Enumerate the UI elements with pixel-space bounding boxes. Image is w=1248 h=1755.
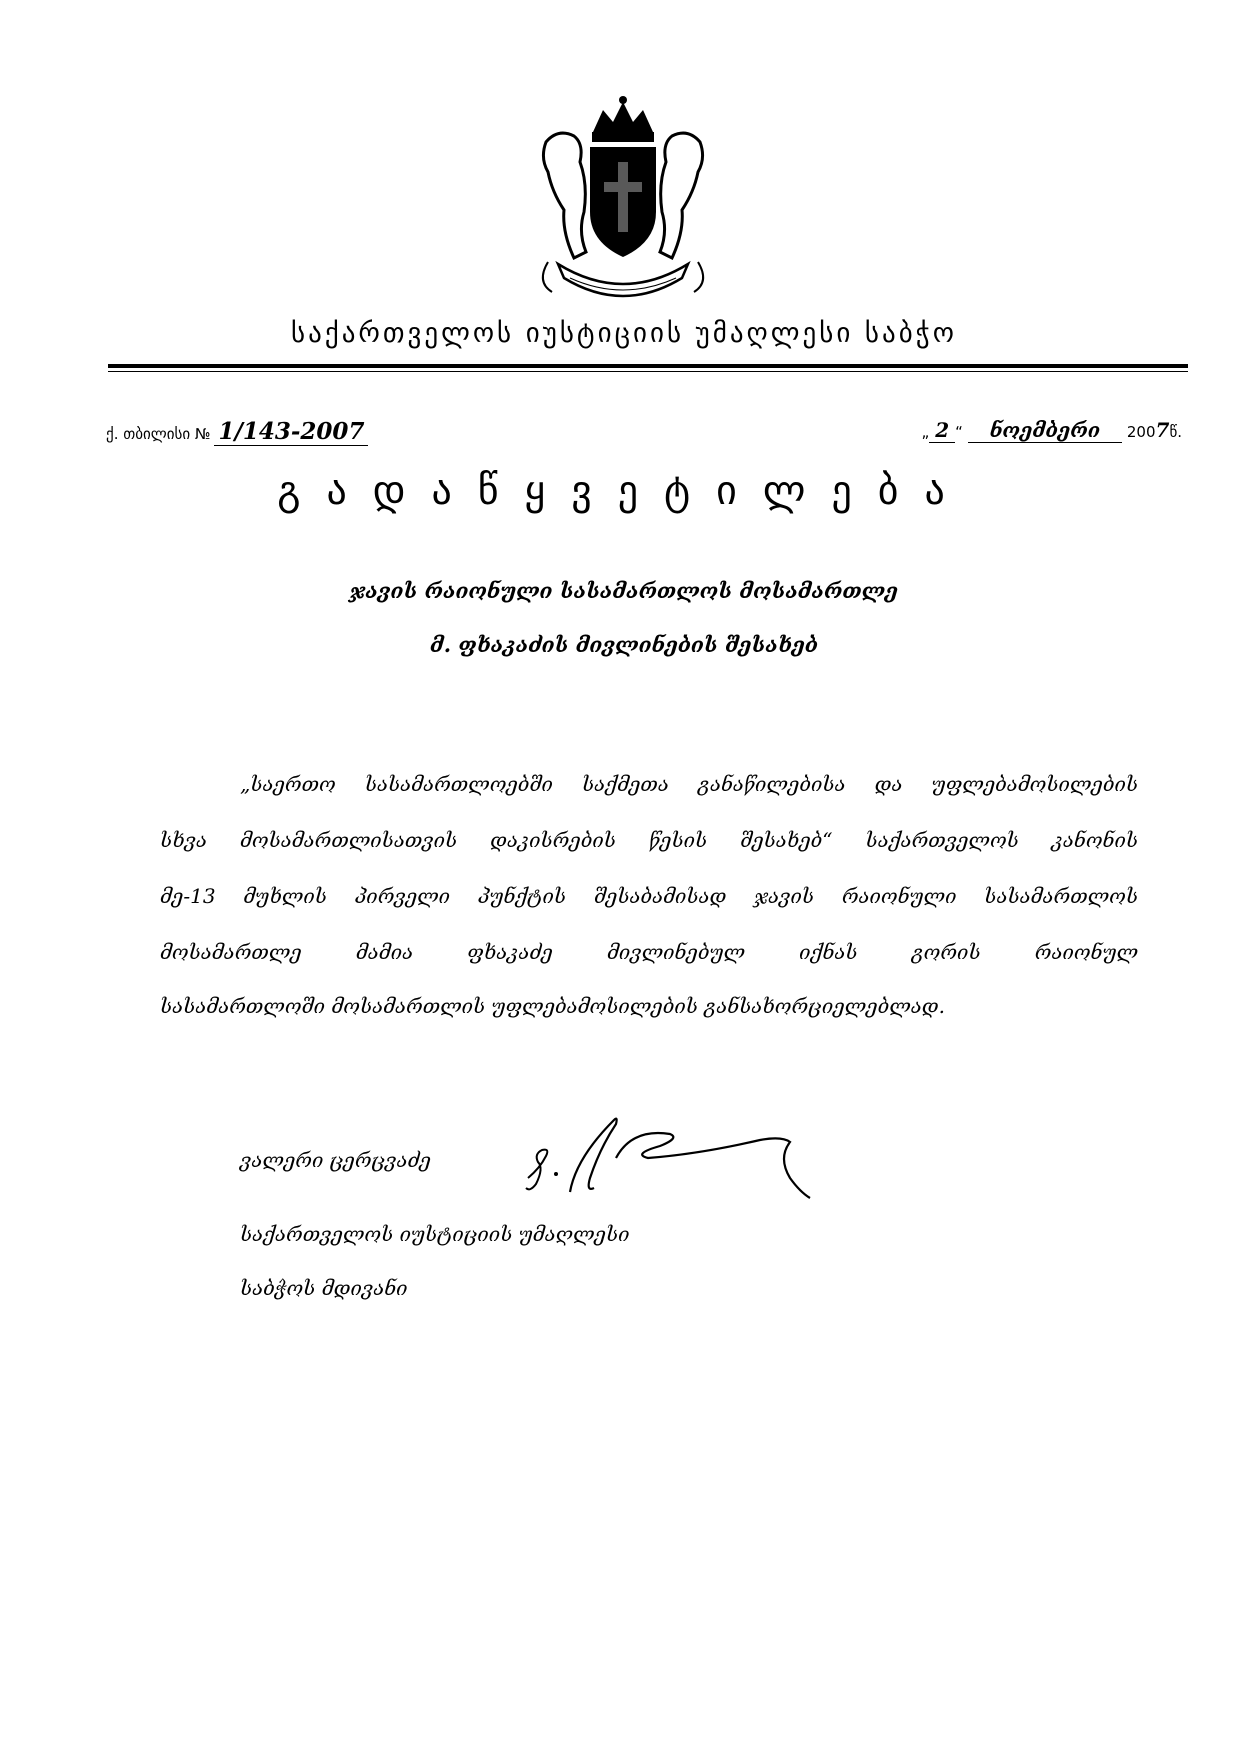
- body-line-5: სასამართლოში მოსამართლის უფლებამოსილების განსახორციელებლად.: [160, 994, 945, 1018]
- header-rule-thin: [108, 371, 1188, 372]
- signatory-title-line-1: საქართველოს იუსტიციის უმაღლესი: [240, 1222, 630, 1246]
- signatory-title-line-2: საბჭოს მდივანი: [240, 1276, 408, 1300]
- date-year-digit: 7: [1155, 418, 1170, 442]
- date-year-prefix: 200: [1126, 423, 1156, 441]
- body-line-3: მე-13 მუხლის პირველი პუნქტის შესაბამისად ჯავის რაიონული სასამართლოს: [160, 884, 1138, 908]
- place-label: ქ. თბილისი №: [106, 425, 211, 443]
- body-line-2: სხვა მოსამართლისათვის დაკისრების წესის შესახებ“ საქართველოს კანონის: [160, 828, 1138, 852]
- body-line-1: „საერთო სასამართლოებში საქმეთა განაწილებისა და უფლებამოსილების: [240, 772, 1138, 796]
- document-date: [921, 418, 1182, 442]
- date-day: 2: [929, 418, 955, 443]
- handwritten-signature: [520, 1108, 910, 1208]
- subject-line-2: მ. ფხაკაძის მივლინების შესახებ: [429, 632, 819, 657]
- date-month: ნოემბერი: [968, 418, 1122, 443]
- date-close-quote: “: [955, 423, 963, 441]
- date-suffix: წ.: [1169, 423, 1182, 441]
- place-and-number: [106, 418, 368, 445]
- body-line-4: მოსამართლე მამია ფხაკაძე მივლინებულ იქნას გორის რაიონულ: [160, 940, 1138, 964]
- signatory-name: ვალერი ცერცვაძე: [240, 1148, 431, 1172]
- document-type-heading: გადაწყვეტილება: [277, 468, 971, 514]
- subject-line-1: ჯავის რაიონული სასამართლოს მოსამართლე: [349, 578, 899, 603]
- header-rule-thick: [108, 364, 1188, 368]
- date-open-quote: „: [921, 423, 930, 441]
- document-number: 1/143-2007: [214, 418, 368, 446]
- organization-title: საქართველოს იუსტიციის უმაღლესი საბჭო: [291, 318, 957, 349]
- coat-of-arms-emblem: [518, 92, 728, 302]
